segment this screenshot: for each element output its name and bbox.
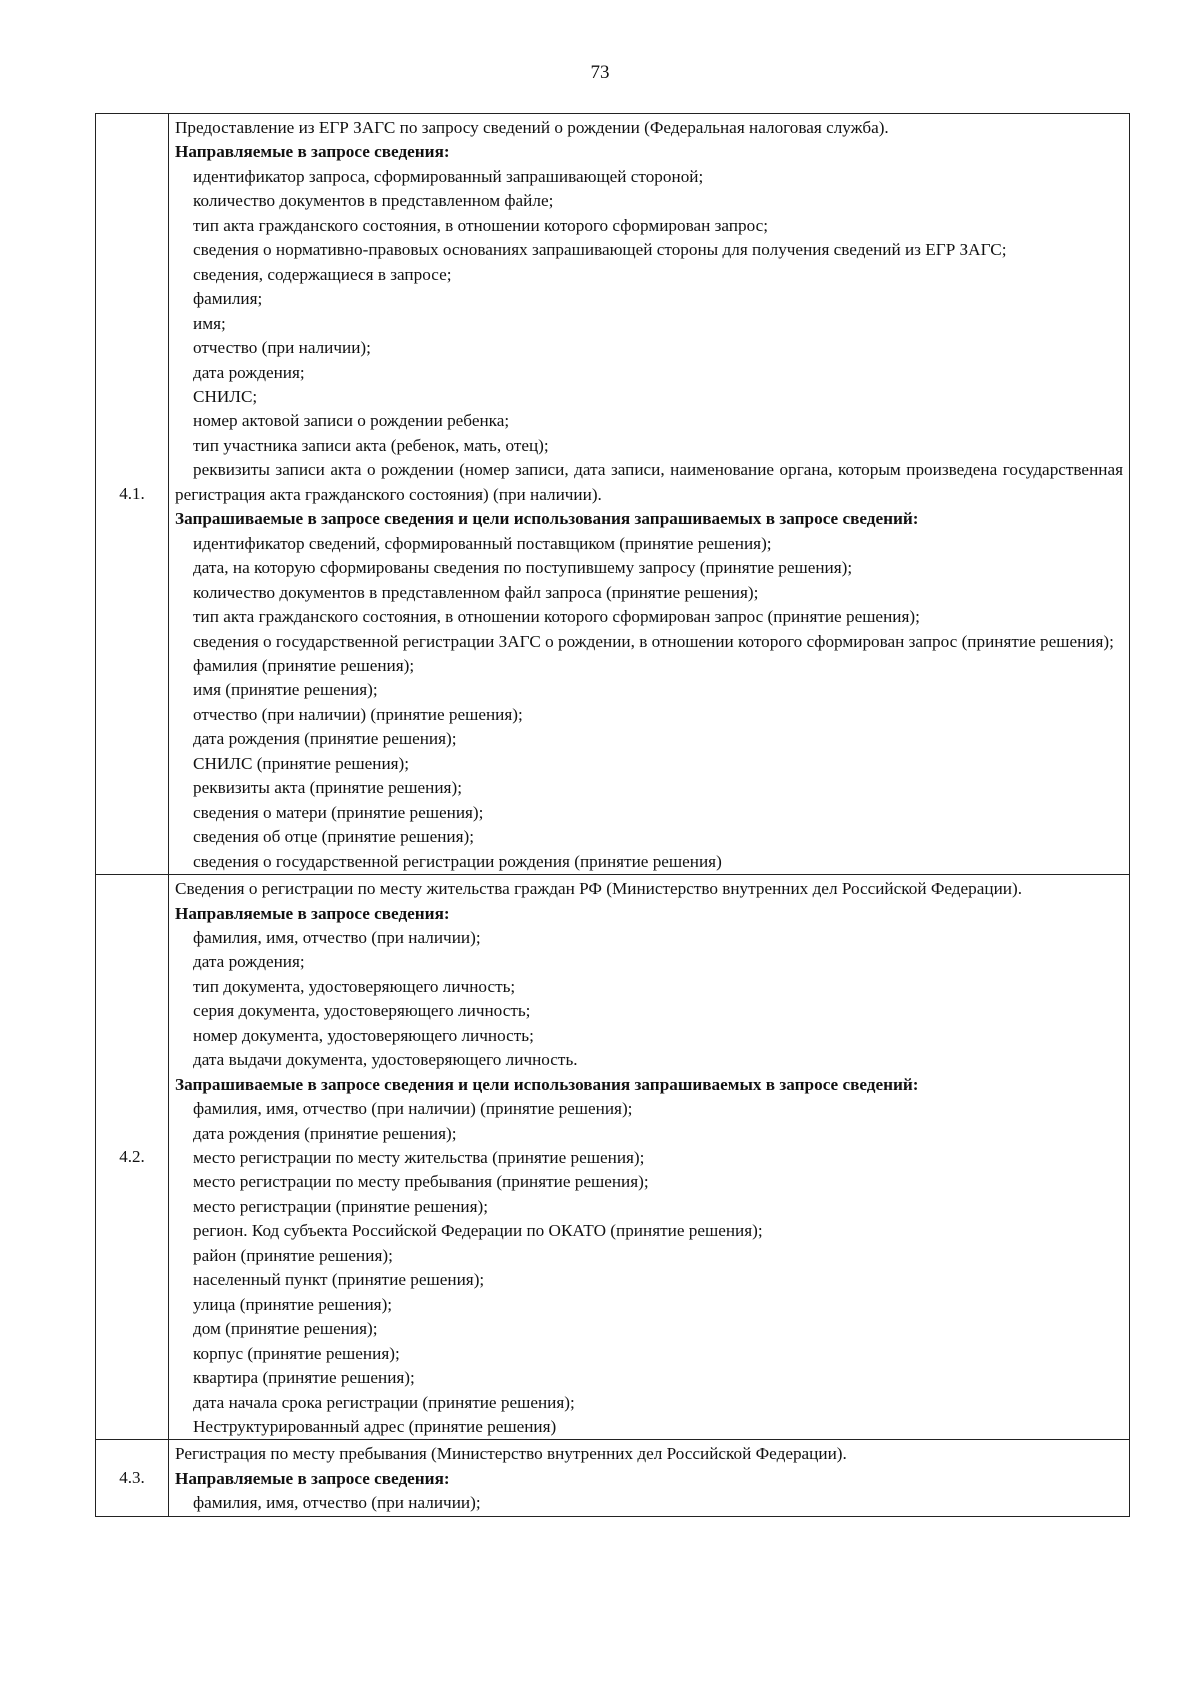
list-item: сведения о государственной регистрации ЗАГС о рождении, в отношении которого сформирован запрос (принятие решения); xyxy=(193,631,1114,651)
table-row xyxy=(96,114,1130,875)
list-item: сведения о матери (принятие решения); xyxy=(193,802,484,822)
requested-heading: Запрашиваемые в запросе сведения и цели использования запрашиваемых в запросе сведений: xyxy=(175,509,919,529)
list-item: место регистрации по месту пребывания (принятие решения); xyxy=(193,1172,649,1192)
list-item: идентификатор запроса, сформированный запрашивающей стороной; xyxy=(193,166,704,186)
list-item: сведения о нормативно-правовых основаниях запрашивающей стороны для получения сведений из ЕГР ЗАГС; xyxy=(193,240,1007,260)
list-item: фамилия (принятие решения); xyxy=(193,655,415,675)
list-item: место регистрации (принятие решения); xyxy=(193,1196,489,1216)
row-content xyxy=(169,1440,1130,1516)
list-item: имя; xyxy=(193,313,226,333)
page-number: 73 xyxy=(590,62,610,83)
row-number: 4.1. xyxy=(96,114,169,875)
document-table xyxy=(95,113,1130,1517)
table-row xyxy=(96,1440,1130,1516)
list-item: район (принятие решения); xyxy=(193,1245,393,1265)
list-item: тип акта гражданского состояния, в отношении которого сформирован запрос (принятие решения); xyxy=(193,607,920,627)
list-item: фамилия, имя, отчество (при наличии); xyxy=(193,1493,481,1513)
list-item: количество документов в представленном файле; xyxy=(193,191,554,211)
list-item: идентификатор сведений, сформированный поставщиком (принятие решения); xyxy=(193,533,772,553)
list-item: дата рождения; xyxy=(193,952,305,972)
list-item: реквизиты акта (принятие решения); xyxy=(193,778,462,798)
list-item: реквизиты записи акта о рождении (номер записи, дата записи, наименование органа, которым произведена государственная регистрация акта гражданского состояния) (при наличии). xyxy=(175,460,1123,504)
list-item: Неструктурированный адрес (принятие решения) xyxy=(193,1417,557,1437)
list-item: фамилия, имя, отчество (при наличии); xyxy=(193,927,481,947)
row-intro: Регистрация по месту пребывания (Министерство внутренних дел Российской Федерации). xyxy=(175,1444,847,1464)
requested-heading: Запрашиваемые в запросе сведения и цели использования запрашиваемых в запросе сведений: xyxy=(175,1074,919,1094)
sent-heading: Направляемые в запросе сведения: xyxy=(175,142,450,162)
list-item: фамилия; xyxy=(193,289,263,309)
list-item: улица (принятие решения); xyxy=(193,1294,393,1314)
table-row xyxy=(96,875,1130,1440)
list-item: населенный пункт (принятие решения); xyxy=(193,1270,485,1290)
list-item: отчество (при наличии); xyxy=(193,338,371,358)
list-item: серия документа, удостоверяющего личность; xyxy=(193,1001,531,1021)
row-intro: Предоставление из ЕГР ЗАГС по запросу сведений о рождении (Федеральная налоговая служба). xyxy=(175,118,889,137)
list-item: сведения об отце (принятие решения); xyxy=(193,827,474,847)
list-item: регион. Код субъекта Российской Федерации по ОКАТО (принятие решения); xyxy=(193,1221,763,1241)
list-item: отчество (при наличии) (принятие решения); xyxy=(193,704,523,724)
list-item: номер документа, удостоверяющего личность; xyxy=(193,1025,534,1045)
list-item: дом (принятие решения); xyxy=(193,1319,378,1339)
row-number: 4.3. xyxy=(96,1440,169,1516)
list-item: сведения, содержащиеся в запросе; xyxy=(193,264,452,284)
list-item: тип документа, удостоверяющего личность; xyxy=(193,976,516,996)
list-item: имя (принятие решения); xyxy=(193,680,378,700)
list-item: СНИЛС; xyxy=(193,386,258,406)
list-item: корпус (принятие решения); xyxy=(193,1343,400,1363)
list-item: дата, на которую сформированы сведения по поступившему запросу (принятие решения); xyxy=(193,558,853,578)
row-number: 4.2. xyxy=(96,875,169,1440)
list-item: дата выдачи документа, удостоверяющего личность. xyxy=(193,1050,578,1070)
sent-heading: Направляемые в запросе сведения: xyxy=(175,903,450,923)
row-content xyxy=(169,114,1130,875)
list-item: сведения о государственной регистрации рождения (принятие решения) xyxy=(193,851,722,871)
list-item: квартира (принятие решения); xyxy=(193,1368,415,1388)
list-item: место регистрации по месту жительства (принятие решения); xyxy=(193,1148,645,1168)
list-item: количество документов в представленном файл запроса (принятие решения); xyxy=(193,582,759,602)
sent-heading: Направляемые в запросе сведения: xyxy=(175,1468,450,1488)
list-item: СНИЛС (принятие решения); xyxy=(193,753,410,773)
list-item: номер актовой записи о рождении ребенка; xyxy=(193,411,510,431)
list-item: дата рождения (принятие решения); xyxy=(193,1123,457,1143)
list-item: дата рождения; xyxy=(193,362,305,382)
list-item: фамилия, имя, отчество (при наличии) (принятие решения); xyxy=(193,1099,633,1119)
row-intro: Сведения о регистрации по месту жительства граждан РФ (Министерство внутренних дел Российской Федерации). xyxy=(175,879,1023,899)
list-item: дата рождения (принятие решения); xyxy=(193,729,457,749)
list-item: тип участника записи акта (ребенок, мать, отец); xyxy=(193,435,549,455)
list-item: дата начала срока регистрации (принятие решения); xyxy=(193,1392,575,1412)
list-item: тип акта гражданского состояния, в отношении которого сформирован запрос; xyxy=(193,215,769,235)
row-content xyxy=(169,875,1130,1440)
